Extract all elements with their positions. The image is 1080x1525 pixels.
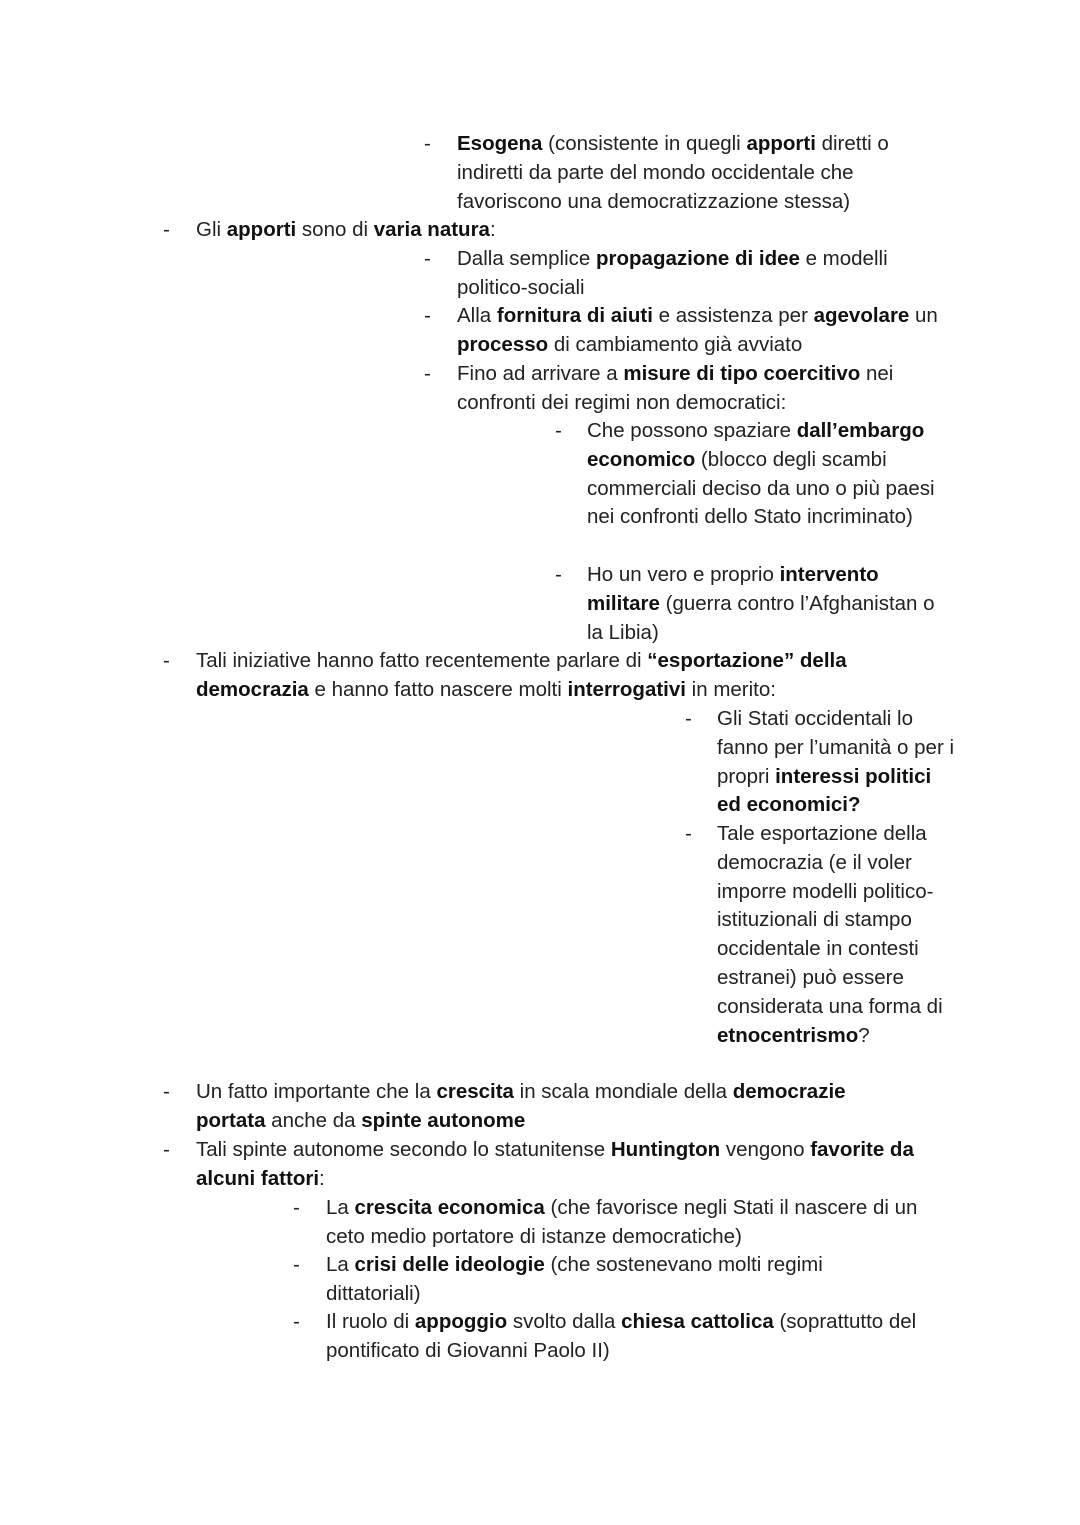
bullet-text: Esogena (consistente in quegli apporti diretti o indiretti da parte del mondo occidentale che favoriscono una democratizzazione stessa) bbox=[457, 132, 889, 213]
bullet-dash: - bbox=[685, 707, 692, 730]
bullet-dash: - bbox=[293, 1196, 300, 1219]
bold-term: processo bbox=[457, 332, 549, 356]
bold-term: crescita bbox=[436, 1080, 514, 1103]
bullet-economica bbox=[293, 1194, 941, 1252]
bullet-fornitura bbox=[424, 302, 952, 360]
bullet-dash: - bbox=[424, 304, 431, 327]
bullet-dash: - bbox=[424, 362, 431, 385]
bullet-propagazione bbox=[424, 245, 927, 303]
bold-term: varia natura bbox=[373, 218, 490, 241]
bullet-text: La crisi delle ideologie (che sostenevano molti regimi dittatoriali) bbox=[326, 1253, 823, 1305]
bullet-text: Gli apporti sono di varia natura: bbox=[196, 218, 496, 241]
bullet-text: Gli Stati occidentali lo fanno per l’umanità o per i propri interessi politici ed economici? bbox=[717, 707, 955, 817]
bullet-text: La crescita economica (che favorisce negli Stati il nascere di un ceto medio portatore di istanze democratiche) bbox=[326, 1196, 918, 1248]
bullet-text: Tali iniziative hanno fatto recentemente parlare di “esportazione” della democrazia e hanno fatto nascere molti interrogativi in merito: bbox=[196, 649, 847, 701]
bullet-text: Fino ad arrivare a misure di tipo coercitivo nei confronti dei regimi non democratici: bbox=[457, 362, 894, 414]
bullet-embargo bbox=[555, 417, 952, 532]
bullet-apporti bbox=[163, 216, 946, 245]
bullet-text: Tale esportazione della democrazia (e il voler imporre modelli politico-istituzionali di stampo occidentale in contesti estranei) può essere considerata una forma di etnocentrismo? bbox=[717, 822, 943, 1047]
bold-term: crescita economica bbox=[354, 1196, 545, 1219]
bullet-misure bbox=[424, 360, 927, 418]
bold-term: intervento militare bbox=[587, 563, 879, 615]
bold-term: apporti bbox=[746, 132, 816, 155]
bold-term: etnocentrismo bbox=[717, 1023, 859, 1047]
bullet-dash: - bbox=[293, 1253, 300, 1276]
bold-term: “esportazione” della democrazia bbox=[196, 649, 847, 701]
bullet-crescita bbox=[163, 1078, 916, 1136]
bold-term: crisi delle ideologie bbox=[354, 1253, 545, 1276]
bold-term: favorite da alcuni fattori bbox=[196, 1138, 914, 1190]
bullet-umanita bbox=[685, 705, 955, 820]
bullet-text: Ho un vero e proprio intervento militare (guerra contro l’Afghanistan o la Libia) bbox=[587, 563, 935, 644]
bold-term: dall’embargo economico bbox=[587, 419, 925, 471]
bold-term: agevolare bbox=[813, 304, 910, 327]
bullet-text: Tali spinte autonome secondo lo statunitense Huntington vengono favorite da alcuni fattori: bbox=[196, 1138, 914, 1190]
bullet-text: Alla fornitura di aiuti e assistenza per agevolare un processo di cambiamento già avviato bbox=[457, 304, 938, 356]
bullet-ideologie bbox=[293, 1251, 886, 1309]
bullet-intervento bbox=[555, 561, 947, 647]
bold-term: Esogena bbox=[457, 132, 543, 155]
bullet-dash: - bbox=[424, 247, 431, 270]
bullet-text: Dalla semplice propagazione di idee e modelli politico-sociali bbox=[457, 247, 888, 299]
bold-term: chiesa cattolica bbox=[621, 1310, 774, 1333]
bold-term: appoggio bbox=[414, 1310, 508, 1333]
bold-term: misure di tipo coercitivo bbox=[623, 362, 861, 385]
bullet-chiesa bbox=[293, 1308, 926, 1366]
bullet-text: Il ruolo di appoggio svolto dalla chiesa cattolica (soprattutto del pontificato di Giovanni Paolo II) bbox=[326, 1310, 917, 1362]
bullet-dash: - bbox=[163, 649, 170, 672]
bullet-text: Un fatto importante che la crescita in scala mondiale della democrazie portata anche da spinte autonome bbox=[196, 1080, 846, 1132]
bullet-dash: - bbox=[424, 132, 431, 155]
bold-term: democrazie portata bbox=[196, 1080, 846, 1132]
bold-term: interrogativi bbox=[567, 677, 686, 701]
bullet-dash: - bbox=[685, 822, 692, 845]
bullet-dash: - bbox=[163, 1138, 170, 1161]
bold-term: apporti bbox=[226, 218, 297, 241]
bold-term: fornitura di aiuti bbox=[496, 304, 653, 327]
bullet-esportazione bbox=[163, 647, 916, 705]
bold-term: spinte autonome bbox=[361, 1108, 526, 1132]
bullet-dash: - bbox=[293, 1310, 300, 1333]
bold-term: interessi politici ed economici? bbox=[717, 764, 932, 817]
bullet-huntington bbox=[163, 1136, 936, 1194]
bullet-esogena bbox=[424, 130, 927, 216]
bullet-dash: - bbox=[163, 218, 170, 241]
bullet-etnocentrismo bbox=[685, 820, 955, 1050]
bold-term: Huntington bbox=[610, 1138, 721, 1161]
bold-term: propagazione di idee bbox=[596, 247, 800, 270]
bullet-text: Che possono spaziare dall’embargo economico (blocco degli scambi commerciali deciso da uno o più paesi nei confronti dello Stato incriminato) bbox=[587, 419, 935, 529]
bullet-dash: - bbox=[163, 1080, 170, 1103]
bullet-dash: - bbox=[555, 419, 562, 442]
bullet-dash: - bbox=[555, 563, 562, 586]
